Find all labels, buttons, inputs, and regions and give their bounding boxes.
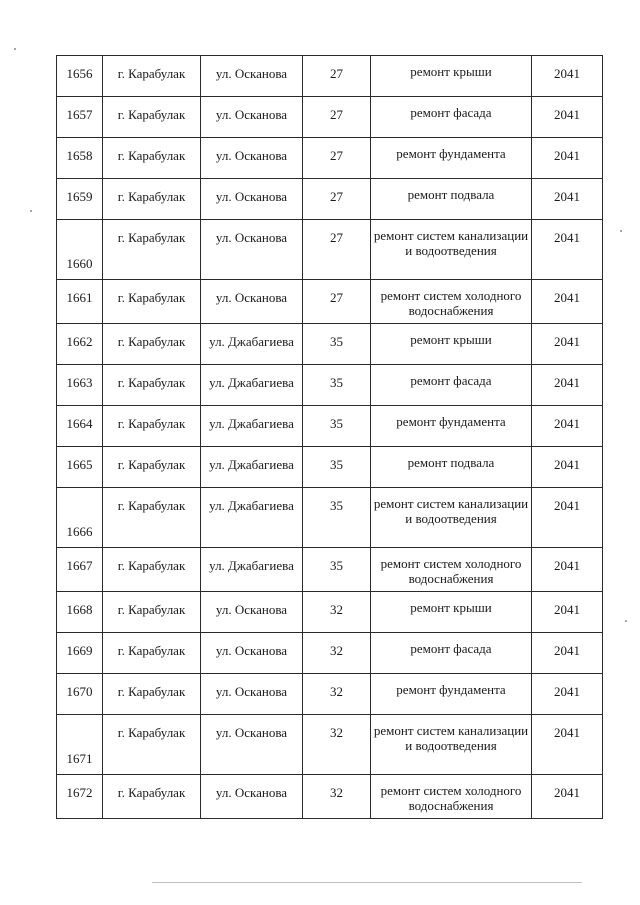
work-type-cell: ремонт фундамента [371,138,532,179]
city-cell: г. Карабулак [103,447,201,488]
street-cell: ул. Джабагиева [201,365,303,406]
house-cell: 27 [303,97,371,138]
street-cell: ул. Осканова [201,715,303,775]
row-number: 1668 [57,592,103,633]
row-number: 1657 [57,97,103,138]
row-number: 1656 [57,56,103,97]
street-cell: ул. Осканова [201,674,303,715]
street-cell: ул. Джабагиева [201,488,303,548]
city-cell: г. Карабулак [103,365,201,406]
work-type-cell: ремонт подвала [371,179,532,220]
work-type-cell: ремонт фасада [371,633,532,674]
work-type-cell: ремонт систем канализации и водоотведения [371,488,532,548]
year-cell: 2041 [532,548,603,592]
work-type-cell: ремонт фундамента [371,674,532,715]
city-cell: г. Карабулак [103,406,201,447]
house-cell: 35 [303,406,371,447]
table-row [57,324,603,365]
house-cell: 27 [303,280,371,324]
table-row [57,447,603,488]
table-row [57,592,603,633]
house-cell: 35 [303,548,371,592]
repair-schedule-table [56,55,603,819]
year-cell: 2041 [532,488,603,548]
scan-speck [625,620,627,622]
row-number: 1666 [57,488,103,548]
row-number: 1671 [57,715,103,775]
row-number: 1667 [57,548,103,592]
year-cell: 2041 [532,138,603,179]
house-cell: 35 [303,447,371,488]
street-cell: ул. Джабагиева [201,406,303,447]
city-cell: г. Карабулак [103,280,201,324]
table-row [57,715,603,775]
street-cell: ул. Осканова [201,775,303,819]
city-cell: г. Карабулак [103,179,201,220]
work-type-cell: ремонт крыши [371,592,532,633]
city-cell: г. Карабулак [103,592,201,633]
row-number: 1670 [57,674,103,715]
city-cell: г. Карабулак [103,775,201,819]
row-number: 1672 [57,775,103,819]
city-cell: г. Карабулак [103,138,201,179]
street-cell: ул. Осканова [201,138,303,179]
house-cell: 32 [303,715,371,775]
row-number: 1665 [57,447,103,488]
table-row [57,488,603,548]
table-row [57,775,603,819]
year-cell: 2041 [532,97,603,138]
street-cell: ул. Джабагиева [201,324,303,365]
table-row [57,633,603,674]
work-type-cell: ремонт фундамента [371,406,532,447]
table-row [57,179,603,220]
year-cell: 2041 [532,179,603,220]
house-cell: 27 [303,56,371,97]
row-number: 1658 [57,138,103,179]
year-cell: 2041 [532,324,603,365]
scan-footer-line [152,882,582,883]
table-row [57,406,603,447]
house-cell: 35 [303,365,371,406]
house-cell: 32 [303,592,371,633]
row-number: 1663 [57,365,103,406]
house-cell: 27 [303,220,371,280]
row-number: 1659 [57,179,103,220]
table-row [57,97,603,138]
work-type-cell: ремонт подвала [371,447,532,488]
row-number: 1662 [57,324,103,365]
year-cell: 2041 [532,674,603,715]
city-cell: г. Карабулак [103,633,201,674]
street-cell: ул. Осканова [201,97,303,138]
row-number: 1664 [57,406,103,447]
street-cell: ул. Осканова [201,179,303,220]
table-row [57,220,603,280]
work-type-cell: ремонт систем холодного водоснабжения [371,775,532,819]
year-cell: 2041 [532,715,603,775]
street-cell: ул. Осканова [201,592,303,633]
table-row [57,56,603,97]
house-cell: 35 [303,488,371,548]
row-number: 1669 [57,633,103,674]
house-cell: 32 [303,674,371,715]
city-cell: г. Карабулак [103,674,201,715]
year-cell: 2041 [532,280,603,324]
city-cell: г. Карабулак [103,56,201,97]
table-row [57,280,603,324]
street-cell: ул. Осканова [201,633,303,674]
house-cell: 27 [303,179,371,220]
year-cell: 2041 [532,447,603,488]
work-type-cell: ремонт крыши [371,56,532,97]
work-type-cell: ремонт систем холодного водоснабжения [371,548,532,592]
row-number: 1661 [57,280,103,324]
work-type-cell: ремонт систем канализации и водоотведения [371,220,532,280]
house-cell: 35 [303,324,371,365]
year-cell: 2041 [532,365,603,406]
work-type-cell: ремонт фасада [371,97,532,138]
city-cell: г. Карабулак [103,548,201,592]
work-type-cell: ремонт фасада [371,365,532,406]
city-cell: г. Карабулак [103,324,201,365]
city-cell: г. Карабулак [103,488,201,548]
year-cell: 2041 [532,406,603,447]
street-cell: ул. Джабагиева [201,548,303,592]
work-type-cell: ремонт систем канализации и водоотведения [371,715,532,775]
table-row [57,548,603,592]
year-cell: 2041 [532,592,603,633]
street-cell: ул. Осканова [201,280,303,324]
work-type-cell: ремонт систем холодного водоснабжения [371,280,532,324]
table-row [57,138,603,179]
city-cell: г. Карабулак [103,220,201,280]
street-cell: ул. Осканова [201,56,303,97]
scan-speck [30,210,32,212]
year-cell: 2041 [532,220,603,280]
house-cell: 32 [303,633,371,674]
house-cell: 27 [303,138,371,179]
scan-speck [14,48,16,50]
street-cell: ул. Джабагиева [201,447,303,488]
table-row [57,365,603,406]
row-number: 1660 [57,220,103,280]
year-cell: 2041 [532,56,603,97]
scan-speck [620,230,622,232]
year-cell: 2041 [532,775,603,819]
table-row [57,674,603,715]
year-cell: 2041 [532,633,603,674]
table-body [57,56,603,819]
house-cell: 32 [303,775,371,819]
city-cell: г. Карабулак [103,97,201,138]
street-cell: ул. Осканова [201,220,303,280]
work-type-cell: ремонт крыши [371,324,532,365]
city-cell: г. Карабулак [103,715,201,775]
